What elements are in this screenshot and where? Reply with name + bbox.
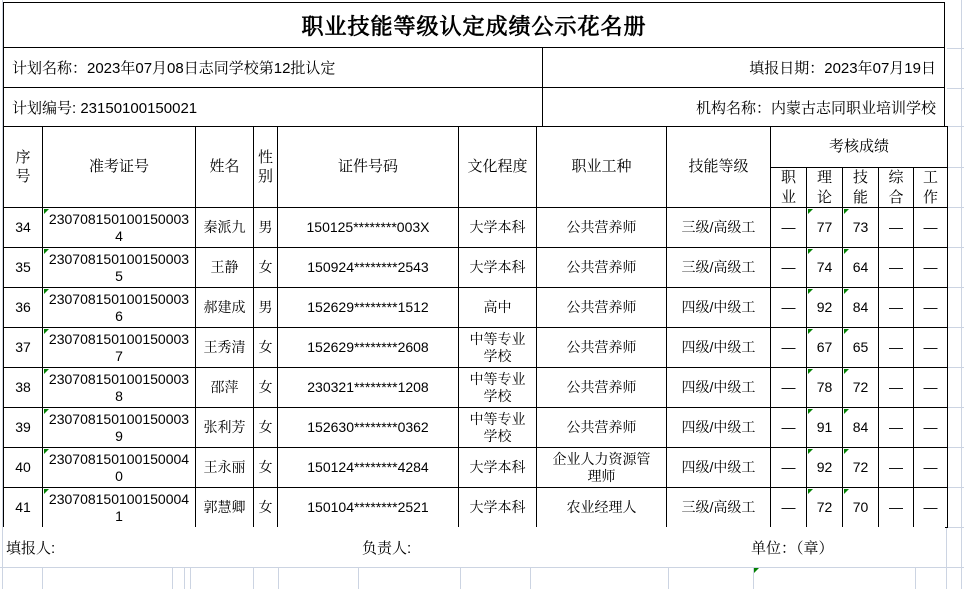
cell-error-indicator [44, 409, 49, 414]
cell-error-indicator [44, 449, 49, 454]
table-row [4, 408, 948, 448]
cell-score-theory[interactable]: 92 [807, 288, 843, 328]
plan-name-cell[interactable] [4, 48, 543, 87]
cell-score-theory[interactable]: 78 [807, 368, 843, 408]
signature-row [3, 527, 945, 567]
cell-score-work[interactable]: — [914, 368, 948, 408]
table-row [4, 208, 948, 248]
cell-score-theory[interactable]: 67 [807, 328, 843, 368]
cell-score-work[interactable]: — [914, 248, 948, 288]
cell-error-indicator [808, 409, 813, 414]
cell-error-indicator [808, 449, 813, 454]
cell-level[interactable]: 四级/中级工 [667, 368, 771, 408]
cell-level[interactable]: 四级/中级工 [667, 408, 771, 448]
cell-gender[interactable]: 女 [254, 408, 278, 448]
gridline [946, 568, 947, 589]
cell-error-indicator [808, 489, 813, 494]
gridline [947, 487, 964, 488]
header-score-work[interactable]: 工作 [914, 168, 948, 208]
header-level[interactable]: 技能等级 [667, 127, 771, 208]
org-name-cell[interactable] [543, 88, 944, 126]
cell-error-indicator [844, 409, 849, 414]
header-ticket[interactable]: 准考证号 [43, 127, 196, 208]
cell-occupation[interactable]: 公共营养师 [537, 288, 667, 328]
cell-score-skill[interactable]: 84 [843, 288, 879, 328]
cell-score-vocational[interactable]: — [771, 288, 807, 328]
cell-occupation[interactable]: 公共营养师 [537, 408, 667, 448]
cell-score-comprehensive[interactable]: — [879, 328, 914, 368]
header-id-number[interactable]: 证件号码 [278, 127, 459, 208]
cell-id-number[interactable]: 230321********1208 [278, 368, 459, 408]
cell-score-work[interactable]: — [914, 408, 948, 448]
roster-table [3, 126, 948, 528]
cell-occupation[interactable]: 公共营养师 [537, 368, 667, 408]
gridline [190, 568, 191, 589]
org-name-text: 机构名称：内蒙古志同职业培训学校 [695, 99, 936, 117]
cell-score-work[interactable]: — [914, 208, 948, 248]
gridline [947, 88, 964, 89]
plan-number-cell[interactable] [4, 88, 543, 126]
cell-education[interactable]: 高中 [459, 288, 537, 328]
cell-ticket[interactable]: 2307081501001500036 [43, 288, 196, 328]
cell-ticket[interactable]: 2307081501001500041 [43, 488, 196, 528]
cell-error-indicator [844, 489, 849, 494]
header-gender[interactable]: 性别 [254, 127, 278, 208]
gridline [184, 568, 185, 589]
cell-id-number[interactable]: 152629********2608 [278, 328, 459, 368]
cell-error-indicator [44, 329, 49, 334]
cell-level[interactable]: 四级/中级工 [667, 328, 771, 368]
cell-gender[interactable]: 女 [254, 488, 278, 528]
cell-education[interactable]: 大学本科 [459, 488, 537, 528]
gridline [947, 287, 964, 288]
gridline [358, 568, 359, 589]
cell-level[interactable]: 四级/中级工 [667, 288, 771, 328]
gridline [530, 568, 531, 589]
cell-score-comprehensive[interactable]: — [879, 288, 914, 328]
cell-level[interactable]: 三级/高级工 [667, 248, 771, 288]
cell-error-indicator [844, 249, 849, 254]
cell-score-comprehensive[interactable]: — [879, 408, 914, 448]
cell-seq[interactable]: 35 [4, 248, 43, 288]
gridline [460, 568, 461, 589]
cell-name[interactable]: 王秀清 [196, 328, 254, 368]
table-row [4, 368, 948, 408]
cell-name[interactable]: 王永丽 [196, 448, 254, 488]
cell-score-skill[interactable]: 72 [843, 368, 879, 408]
page-title: 职业技能等级认定成绩公示花名册 [301, 13, 647, 39]
cell-score-theory[interactable]: 91 [807, 408, 843, 448]
gridline [947, 407, 964, 408]
cell-occupation[interactable]: 公共营养师 [537, 208, 667, 248]
cell-score-comprehensive[interactable]: — [879, 368, 914, 408]
cell-ticket[interactable]: 2307081501001500034 [43, 208, 196, 248]
cell-error-indicator [844, 449, 849, 454]
cell-level[interactable]: 三级/高级工 [667, 488, 771, 528]
gridline [947, 447, 964, 448]
header-education[interactable]: 文化程度 [459, 127, 537, 208]
header-score-skill[interactable]: 技能 [843, 168, 879, 208]
cell-id-number[interactable]: 150124********4284 [278, 448, 459, 488]
gridline [253, 568, 254, 589]
cell-error-indicator [808, 369, 813, 374]
cell-score-work[interactable]: — [914, 448, 948, 488]
cell-score-skill[interactable]: 84 [843, 408, 879, 448]
cell-name[interactable]: 郝建成 [196, 288, 254, 328]
cell-error-indicator [44, 209, 49, 214]
report-date-text: 填报日期：2023年07月19日 [749, 60, 936, 77]
gridline [172, 568, 173, 589]
cell-score-skill[interactable]: 73 [843, 208, 879, 248]
cell-ticket[interactable]: 2307081501001500039 [43, 408, 196, 448]
cell-occupation[interactable]: 公共营养师 [537, 328, 667, 368]
table-row [4, 248, 948, 288]
gridline [915, 568, 916, 589]
cell-score-skill[interactable]: 72 [843, 448, 879, 488]
cell-score-work[interactable]: — [914, 288, 948, 328]
header-name[interactable]: 姓名 [196, 127, 254, 208]
cell-level[interactable]: 四级/中级工 [667, 448, 771, 488]
cell-error-indicator [844, 209, 849, 214]
table-row [4, 288, 948, 328]
cell-score-vocational[interactable]: — [771, 248, 807, 288]
header-score-vocational[interactable]: 职业 [771, 168, 807, 208]
gridline [947, 247, 964, 248]
cell-score-vocational[interactable]: — [771, 488, 807, 528]
cell-seq[interactable]: 39 [4, 408, 43, 448]
cell-seq[interactable]: 41 [4, 488, 43, 528]
header-score-comprehensive[interactable]: 综合 [879, 168, 914, 208]
cell-error-indicator [44, 489, 49, 494]
cell-gender[interactable]: 女 [254, 368, 278, 408]
cell-score-vocational[interactable]: — [771, 208, 807, 248]
gridline [947, 367, 964, 368]
cell-gender[interactable]: 男 [254, 288, 278, 328]
cell-id-number[interactable]: 152629********1512 [278, 288, 459, 328]
cell-seq[interactable]: 38 [4, 368, 43, 408]
cell-ticket[interactable]: 2307081501001500040 [43, 448, 196, 488]
cell-education[interactable]: 中等专业学校 [459, 368, 537, 408]
cell-score-theory[interactable]: 72 [807, 488, 843, 528]
header-row-group [4, 127, 948, 168]
cell-id-number[interactable]: 150924********2543 [278, 248, 459, 288]
cell-seq[interactable]: 36 [4, 288, 43, 328]
cell-seq[interactable]: 37 [4, 328, 43, 368]
cell-level[interactable]: 三级/高级工 [667, 208, 771, 248]
cell-error-indicator [44, 249, 49, 254]
cell-occupation[interactable]: 农业经理人 [537, 488, 667, 528]
cell-score-vocational[interactable]: — [771, 328, 807, 368]
plan-name-text: 计划名称：2023年07月08日志同学校第12批认定 [12, 60, 336, 77]
cell-score-comprehensive[interactable]: — [879, 248, 914, 288]
gridline [42, 568, 43, 589]
cell-seq[interactable]: 34 [4, 208, 43, 248]
header-occupation[interactable]: 职业工种 [537, 127, 667, 208]
cell-score-comprehensive[interactable]: — [879, 448, 914, 488]
cell-error-indicator [808, 289, 813, 294]
table-row [4, 328, 948, 368]
cell-error-indicator [844, 369, 849, 374]
cell-education[interactable]: 大学本科 [459, 208, 537, 248]
cell-score-vocational[interactable]: — [771, 368, 807, 408]
filler-label[interactable]: 填报人: [6, 539, 56, 557]
header-score-theory[interactable]: 理论 [807, 168, 843, 208]
gridline [947, 48, 964, 49]
cell-id-number[interactable]: 152630********0362 [278, 408, 459, 448]
cell-ticket[interactable]: 2307081501001500035 [43, 248, 196, 288]
cell-education[interactable]: 大学本科 [459, 248, 537, 288]
report-date-cell[interactable] [543, 48, 944, 87]
cell-gender[interactable]: 女 [254, 328, 278, 368]
cell-seq[interactable]: 40 [4, 448, 43, 488]
cell-name[interactable]: 张利芳 [196, 408, 254, 448]
cell-gender[interactable]: 女 [254, 448, 278, 488]
cell-score-comprehensive[interactable]: — [879, 488, 914, 528]
cell-ticket[interactable]: 2307081501001500037 [43, 328, 196, 368]
cell-name[interactable]: 秦派九 [196, 208, 254, 248]
cell-error-indicator [808, 249, 813, 254]
cell-education[interactable]: 大学本科 [459, 448, 537, 488]
gridline [278, 568, 279, 589]
cell-name[interactable]: 邵萍 [196, 368, 254, 408]
cell-name[interactable]: 王静 [196, 248, 254, 288]
cell-ticket[interactable]: 2307081501001500038 [43, 368, 196, 408]
cell-score-work[interactable]: — [914, 488, 948, 528]
cell-error-indicator [808, 329, 813, 334]
cell-error-indicator [754, 568, 759, 573]
gridline [947, 167, 964, 168]
unit-seal-label[interactable]: 单位：（章） [751, 539, 834, 557]
plan-number-text: 计划编号: 23150100150021 [12, 99, 198, 117]
cell-occupation[interactable]: 公共营养师 [537, 248, 667, 288]
cell-score-vocational[interactable]: — [771, 448, 807, 488]
header-score-group[interactable]: 考核成绩 [771, 127, 948, 168]
responsible-label[interactable]: 负责人: [362, 539, 412, 557]
cell-education[interactable]: 中等专业学校 [459, 328, 537, 368]
header-seq[interactable]: 序号 [4, 127, 43, 208]
cell-gender[interactable]: 男 [254, 208, 278, 248]
gridline [946, 528, 947, 567]
cell-id-number[interactable]: 150104********2521 [278, 488, 459, 528]
cell-score-skill[interactable]: 64 [843, 248, 879, 288]
cell-error-indicator [844, 289, 849, 294]
cell-education[interactable]: 中等专业学校 [459, 408, 537, 448]
cell-error-indicator [808, 209, 813, 214]
cell-score-work[interactable]: — [914, 328, 948, 368]
table-row [4, 448, 948, 488]
cell-error-indicator [44, 289, 49, 294]
title-cell[interactable] [3, 2, 945, 48]
plan-info-row [3, 47, 945, 88]
cell-score-theory[interactable]: 92 [807, 448, 843, 488]
gridline [947, 126, 964, 127]
cell-score-skill[interactable]: 65 [843, 328, 879, 368]
cell-score-theory[interactable]: 74 [807, 248, 843, 288]
gridline [668, 568, 669, 589]
cell-score-comprehensive[interactable]: — [879, 208, 914, 248]
gridline [947, 527, 964, 528]
gridline [0, 567, 964, 568]
cell-name[interactable]: 郭慧卿 [196, 488, 254, 528]
cell-score-theory[interactable]: 77 [807, 208, 843, 248]
cell-score-vocational[interactable]: — [771, 408, 807, 448]
plan-number-row [3, 87, 945, 127]
cell-error-indicator [44, 369, 49, 374]
table-row [4, 488, 948, 528]
cell-score-skill[interactable]: 70 [843, 488, 879, 528]
gridline [947, 327, 964, 328]
gridline [947, 207, 964, 208]
cell-error-indicator [844, 329, 849, 334]
cell-occupation[interactable]: 企业人力资源管理师 [537, 448, 667, 488]
cell-gender[interactable]: 女 [254, 248, 278, 288]
cell-id-number[interactable]: 150125********003X [278, 208, 459, 248]
